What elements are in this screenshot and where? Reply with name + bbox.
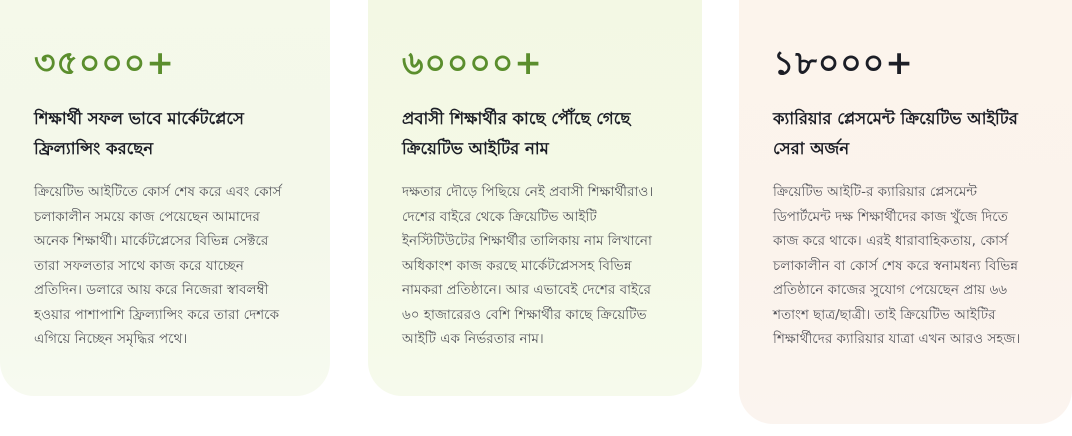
stat-title: ক্যারিয়ার প্লেসমেন্ট ক্রিয়েটিভ আইটির সেরা অর্জন xyxy=(773,109,1018,158)
stat-number: ১৮০০০+ xyxy=(773,43,914,82)
stat-description: দক্ষতার দৌড়ে পিছিয়ে নেই প্রবাসী শিক্ষার্থীরাও। দেশের বাইরে থেকে ক্রিয়েটিভ আইটি ইনস্টিটিউটের শিক্ষার্থীর তালিকায় নাম লিখানো অধিকাংশ কাজ করছে মার্কেটপ্লেসসহ বিভিন্ন নামকরা প্রতিষ্ঠানে। আর এভাবেই দেশের বাইরে ৬০ হাজারেরও বেশি শিক্ষার্থীর কাছে ক্রিয়েটিভ আইটি এক নির্ভরতার নাম। xyxy=(402,184,654,347)
stat-number: ৬০০০০+ xyxy=(402,43,543,82)
stat-description: ক্রিয়েটিভ আইটিতে কোর্স শেষ করে এবং কোর্স চলাকালীন সময়ে কাজ পেয়েছেন আমাদের অনেক শিক্ষার্থী। মার্কেটপ্লেসের বিভিন্ন সেক্টরে তারা সফলতার সাথে কাজ করে যাচ্ছেন প্রতিদিন। ডলারে আয় করে নিজেরা স্বাবলম্বী হওয়ার পাশাপাশি ফ্রিল্যান্সিং করে তারা দেশকে এগিয়ে নিচ্ছেন সমৃদ্ধির পথে। xyxy=(34,184,282,347)
stat-description: ক্রিয়েটিভ আইটি-র ক্যারিয়ার প্লেসমেন্ট ডিপার্টমেন্ট দক্ষ শিক্ষার্থীদের কাজ খুঁজে দিতে কাজ করে থাকে। এরই ধারাবাহিকতায়, কোর্স চলাকালীন বা কোর্স শেষ করে স্বনামধন্য বিভিন্ন প্রতিষ্ঠানে কাজের সুযোগ পেয়েছেন প্রায় ৬৬ শতাংশ ছাত্র/ছাত্রী। তাই ক্রিয়েটিভ আইটির শিক্ষার্থীদের ক্যারিয়ার যাত্রা এখন আরও সহজ। xyxy=(773,184,1021,347)
stat-card-expatriate xyxy=(368,0,702,396)
stat-card-career-placement xyxy=(739,0,1072,424)
stat-card-freelancing xyxy=(0,0,330,396)
stat-number: ৩৫০০০+ xyxy=(34,43,175,82)
stat-title: শিক্ষার্থী সফল ভাবে মার্কেটপ্লেসে ফ্রিল্যান্সিং করছেন xyxy=(34,109,244,158)
stat-title: প্রবাসী শিক্ষার্থীর কাছে পৌঁছে গেছে ক্রিয়েটিভ আইটির নাম xyxy=(402,109,631,158)
